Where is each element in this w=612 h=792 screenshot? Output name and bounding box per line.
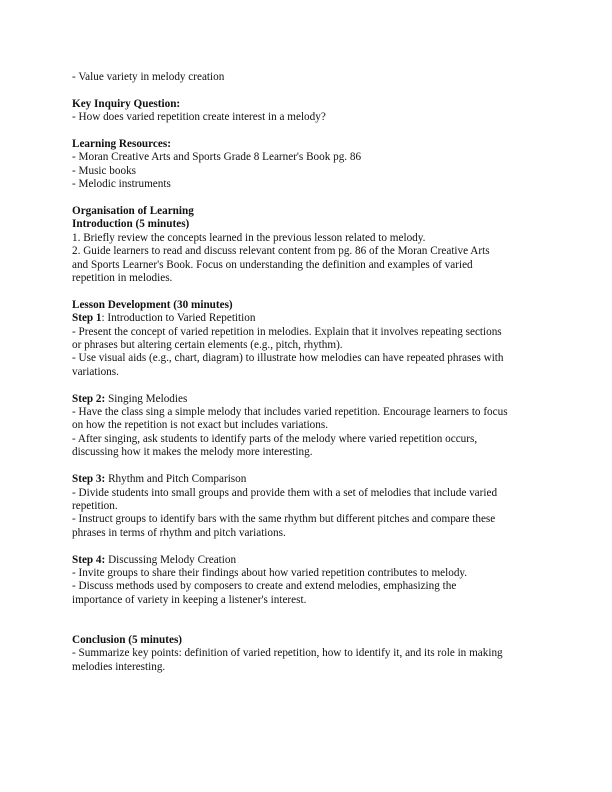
step-line: - After singing, ask students to identify parts of the melody where varied repetition occurs, — [72, 432, 478, 445]
step-line: discussing how it makes the melody more interesting. — [72, 446, 313, 459]
step-2-heading — [72, 393, 542, 406]
step-1-heading — [72, 312, 542, 325]
step-line: - Have the class sing a simple melody that includes varied repetition. Encourage learners to focus — [72, 406, 508, 419]
step-line: - Instruct groups to identify bars with the same rhythm but different pitches and compare these — [72, 513, 496, 526]
resources-heading: Learning Resources: — [72, 138, 171, 150]
step-line: repetition. — [72, 499, 118, 512]
introduction-line: repetition in melodies. — [72, 272, 173, 285]
introduction-line: 2. Guide learners to read and discuss relevant content from pg. 86 of the Moran Creative Arts — [72, 245, 490, 258]
introduction-heading: Introduction (5 minutes) — [72, 218, 190, 231]
step-4-heading — [72, 554, 542, 567]
step-line: importance of variety in keeping a listener's interest. — [72, 593, 307, 606]
step-line: - Discuss methods used by composers to create and extend melodies, emphasizing the — [72, 580, 457, 593]
resource-item: - Melodic instruments — [72, 178, 171, 191]
step-line: - Use visual aids (e.g., chart, diagram) to illustrate how melodies can have repeated phrases with — [72, 352, 504, 365]
step-3-heading — [72, 473, 542, 486]
step-label: Step 3: — [72, 473, 106, 486]
introduction-line: and Sports Learner's Book. Focus on understanding the definition and examples of varied — [72, 258, 473, 271]
conclusion-line: - Summarize key points: definition of varied repetition, how to identify it, and its role in making — [72, 647, 503, 660]
introduction-line: 1. Briefly review the concepts learned in the previous lesson related to melody. — [72, 231, 426, 244]
step-label: Step 1 — [72, 312, 102, 325]
key-inquiry-heading: Key Inquiry Question: — [72, 97, 181, 110]
lesson-plan-page — [72, 71, 542, 674]
step-line: or phrases but altering certain elements (e.g., pitch, rhythm). — [72, 339, 343, 352]
step-label: Step 4: — [72, 553, 106, 566]
step-line: - Divide students into small groups and provide them with a set of melodies that include varied — [72, 486, 498, 499]
step-label: Step 2: — [72, 392, 106, 405]
development-heading: Lesson Development (30 minutes) — [72, 298, 233, 311]
resource-item: - Music books — [72, 164, 137, 177]
step-line: phrases in terms of rhythm and pitch variations. — [72, 526, 286, 539]
conclusion-heading: Conclusion (5 minutes) — [72, 633, 183, 646]
step-title: Singing Melodies — [105, 392, 188, 405]
step-line: on how the repetition is not exact but includes variations. — [72, 419, 329, 432]
conclusion-line: melodies interesting. — [72, 660, 166, 673]
step-title: Rhythm and Pitch Comparison — [105, 473, 247, 486]
objective-line: - Value variety in melody creation — [72, 71, 225, 83]
step-title: Discussing Melody Creation — [105, 553, 237, 566]
key-inquiry-item: - How does varied repetition create interest in a melody? — [72, 111, 326, 124]
step-title: : Introduction to Varied Repetition — [101, 312, 256, 325]
organisation-heading: Organisation of Learning — [72, 205, 194, 218]
resource-item: - Moran Creative Arts and Sports Grade 8 Learner's Book pg. 86 — [72, 151, 362, 164]
step-line: - Invite groups to share their findings about how varied repetition contributes to melody. — [72, 566, 468, 579]
step-line: - Present the concept of varied repetition in melodies. Explain that it involves repeating sections — [72, 325, 502, 338]
step-line: variations. — [72, 365, 119, 378]
